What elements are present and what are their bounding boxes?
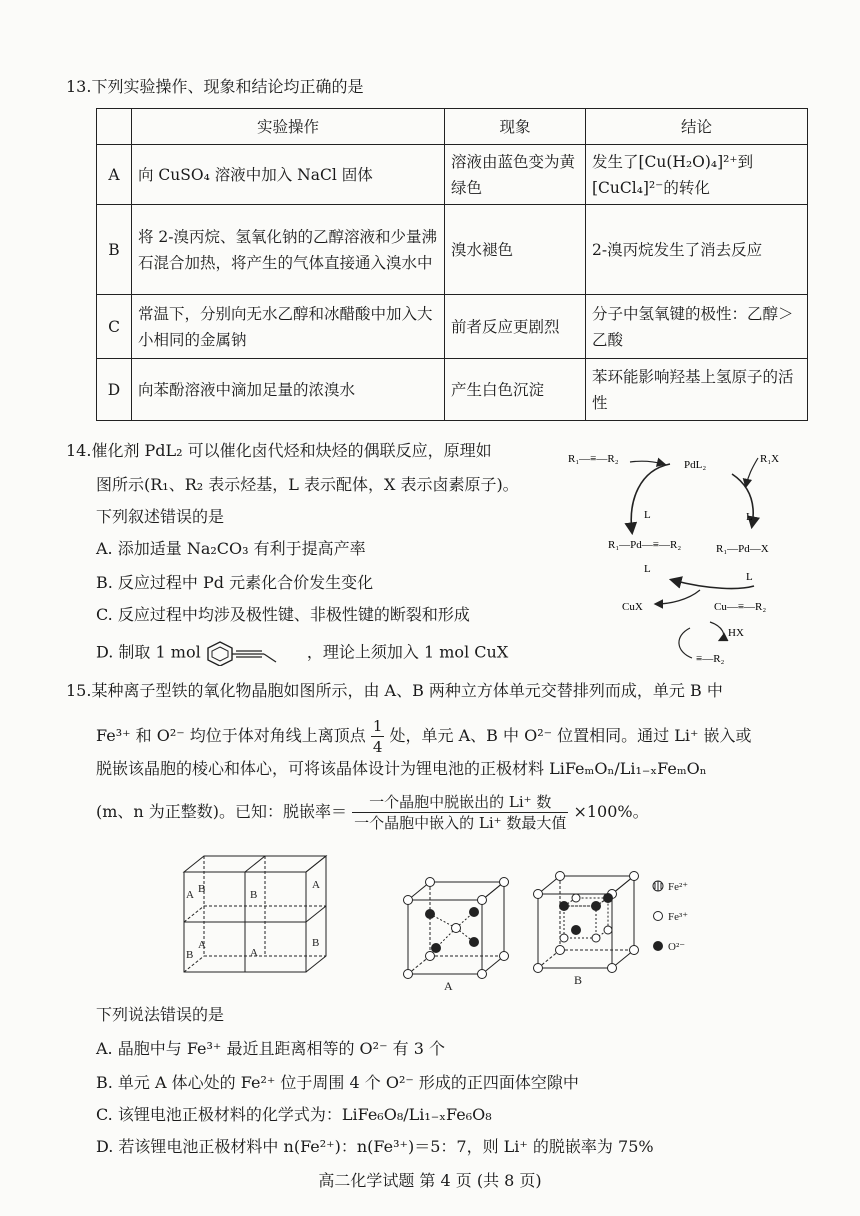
table-row: [97, 145, 808, 205]
row-operation: 常温下，分别向无水乙醇和冰醋酸中加入大小相同的金属钠: [132, 295, 445, 359]
fe3-legend-icon: [654, 912, 663, 921]
diagram-ligand-right-top: L: [746, 511, 753, 523]
row-label: B: [97, 205, 132, 295]
q15-line4-post: ×100%。: [573, 802, 649, 821]
q15-line2-post: 处，单元 A、B 中 O²⁻ 位置相同。通过 Li⁺ 嵌入或: [389, 726, 752, 745]
stack-label-a4: A: [250, 947, 258, 959]
ratio-denominator: 一个晶胞中嵌入的 Li⁺ 数最大值: [354, 814, 567, 832]
unit-a-cube: [400, 872, 512, 994]
row-operation: 向 CuSO₄ 溶液中加入 NaCl 固体: [132, 145, 445, 205]
diagram-hx: HX: [728, 627, 744, 639]
q14-option-c: C. 反应过程中均涉及极性键、非极性键的断裂和形成: [96, 605, 470, 624]
ion-legend: [650, 876, 720, 960]
q13-stem: 13.下列实验操作、现象和结论均正确的是: [66, 77, 364, 96]
q14-option-b: B. 反应过程中 Pd 元素化合价发生变化: [96, 573, 374, 592]
page-footer: 高二化学试题 第 4 页 (共 8 页): [318, 1171, 542, 1190]
table-row: [97, 295, 808, 359]
legend-fe3: Fe³⁺: [668, 911, 689, 923]
o2-legend-icon: [653, 941, 663, 951]
q15-stem-line3: 脱嵌该晶胞的棱心和体心，可将该晶体设计为锂电池的正极材料 LiFeₘOₙ/Li₁₋ₓFeₘOₙ: [96, 759, 707, 778]
diagram-alkyne-top: R₁—≡—R₂: [568, 453, 619, 465]
unit-a-label: A: [444, 979, 453, 993]
phenylpropyne-structure-icon: [206, 640, 302, 666]
row-operation: 向苯酚溶液中滴加足量的浓溴水: [132, 359, 445, 421]
header-operation: 实验操作: [132, 109, 445, 145]
q14-option-d-suffix: ，理论上须加入 1 mol CuX: [306, 642, 509, 662]
q15-line4-pre: (m、n 为正整数)。已知：脱嵌率＝: [96, 802, 348, 821]
fraction-denominator: 4: [372, 738, 383, 756]
q14-stem-line1: 14.催化剂 PdL₂ 可以催化卤代烃和炔烃的偶联反应，原理如: [66, 441, 492, 460]
q15-line2-pre: Fe³⁺ 和 O²⁻ 均位于体对角线上离顶点: [96, 726, 366, 745]
q15-question: 下列说法错误的是: [96, 1005, 225, 1024]
table-row: [97, 205, 808, 295]
row-label: A: [97, 145, 132, 205]
row-phenomenon: 产生白色沉淀: [445, 359, 586, 421]
legend-o2: O²⁻: [668, 941, 686, 953]
diagram-alkyne-bottom: ≡—R₂: [696, 653, 725, 665]
diagram-cux: CuX: [622, 601, 643, 613]
diagram-right-complex: R₁—Pd—X: [716, 543, 769, 555]
diagram-ligand-right-bottom: L: [746, 571, 753, 583]
table-header-row: [97, 109, 808, 145]
crystal-cell-stack-diagram: [176, 852, 338, 982]
q15-stem-line1: 15.某种离子型铁的氧化物晶胞如图所示，由 A、B 两种立方体单元交替排列而成，单元 B 中: [66, 681, 723, 700]
stack-label-a2: A: [312, 879, 320, 891]
diagram-ligand-left-top: L: [644, 509, 651, 521]
q14-stem-line2: 图所示(R₁、R₂ 表示烃基，L 表示配体，X 表示卤素原子)。: [96, 475, 519, 494]
diagram-cu-alkyne: Cu—≡—R₂: [714, 601, 767, 613]
header-blank: [97, 109, 132, 145]
legend-fe2: Fe²⁺: [668, 881, 689, 893]
stack-label-b4: B: [312, 937, 320, 949]
q15-option-c: C. 该锂电池正极材料的化学式为：LiFe₆O₈/Li₁₋ₓFe₆O₈: [96, 1105, 492, 1124]
unit-b-cube: [530, 866, 642, 988]
q13-table: [96, 108, 808, 421]
quarter-fraction: [371, 716, 385, 757]
row-conclusion: 发生了[Cu(H₂O)₄]²⁺到[CuCl₄]²⁻的转化: [586, 145, 808, 205]
ratio-numerator: 一个晶胞中脱嵌出的 Li⁺ 数: [352, 792, 568, 813]
unit-b-label: B: [574, 973, 583, 987]
q15-stem-line2: [96, 716, 752, 757]
q15-option-a: A. 晶胞中与 Fe³⁺ 最近且距离相等的 O²⁻ 有 3 个: [96, 1039, 445, 1058]
q14-option-a: A. 添加适量 Na₂CO₃ 有利于提高产率: [96, 539, 366, 558]
header-phenomenon: 现象: [445, 109, 586, 145]
q14-option-d: [96, 640, 508, 666]
header-conclusion: 结论: [586, 109, 808, 145]
q14-option-d-prefix: D. 制取 1 mol: [96, 642, 201, 662]
row-phenomenon: 前者反应更剧烈: [445, 295, 586, 359]
delithiation-ratio: [352, 792, 568, 833]
row-phenomenon: 溶液由蓝色变为黄绿色: [445, 145, 586, 205]
row-conclusion: 分子中氢氧键的极性：乙醇＞乙酸: [586, 295, 808, 359]
diagram-left-complex: R₁—Pd—≡—R₂: [608, 539, 682, 551]
fraction-numerator: 1: [372, 717, 383, 735]
row-label: C: [97, 295, 132, 359]
q15-stem-line4: [96, 792, 649, 833]
stack-label-a: A: [186, 889, 194, 901]
table-row: [97, 359, 808, 421]
stack-label-b3: B: [186, 949, 194, 961]
diagram-ligand-left-bottom: L: [644, 563, 651, 575]
stack-label-b2: B: [250, 889, 258, 901]
row-conclusion: 2-溴丙烷发生了消去反应: [586, 205, 808, 295]
catalytic-cycle-diagram: [560, 440, 810, 670]
diagram-catalyst: PdL₂: [684, 459, 707, 471]
row-label: D: [97, 359, 132, 421]
row-conclusion: 苯环能影响羟基上氢原子的活性: [586, 359, 808, 421]
q15-option-d: D. 若该锂电池正极材料中 n(Fe²⁺)：n(Fe³⁺)＝5：7，则 Li⁺ 的脱嵌率为 75%: [96, 1137, 654, 1156]
row-operation: 将 2-溴丙烷、氢氧化钠的乙醇溶液和少量沸石混合加热，将产生的气体直接通入溴水中: [132, 205, 445, 295]
q15-option-b: B. 单元 A 体心处的 Fe²⁺ 位于周围 4 个 O²⁻ 形成的正四面体空隙中: [96, 1073, 579, 1092]
q14-stem-line3: 下列叙述错误的是: [96, 507, 225, 526]
row-phenomenon: 溴水褪色: [445, 205, 586, 295]
stack-label-a3: A: [198, 939, 206, 951]
stack-label-b: B: [198, 883, 206, 895]
diagram-rx: R₁X: [760, 453, 780, 465]
